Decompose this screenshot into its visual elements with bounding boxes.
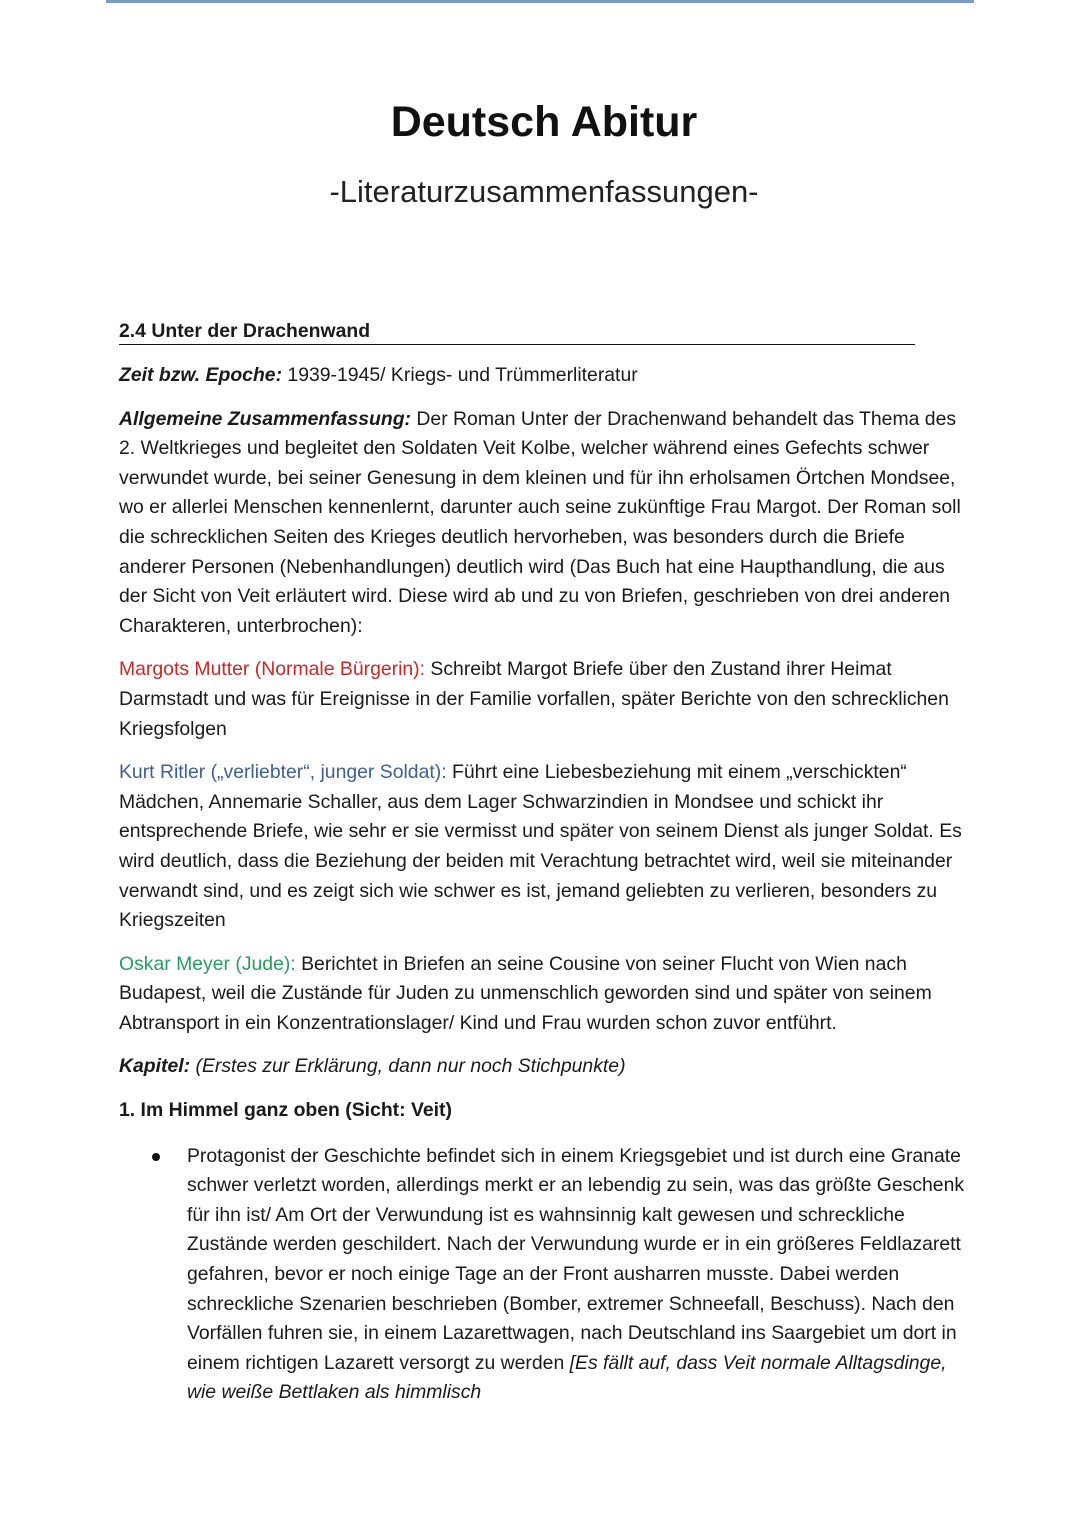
bullet-icon [152, 1153, 160, 1161]
list-item [119, 1142, 971, 1408]
bullet-italic-text: [Es fällt auf, dass Veit normale Alltagsdinge, wie weiße Bettlaken als himmlisch [187, 1351, 947, 1404]
character-label-kurt-ritler: Kurt Ritler („verliebter“, junger Soldat): [119, 761, 447, 784]
chapter-heading: 1. Im Himmel ganz oben (Sicht: Veit) [119, 1099, 452, 1122]
chapters-intro [119, 1052, 971, 1082]
character-kurt-ritler [119, 758, 971, 936]
character-oskar-meyer [119, 950, 971, 1039]
chapters-label: Kapitel: [119, 1055, 191, 1078]
page-subtitle: -Literaturzusammenfassungen- [329, 174, 759, 209]
chapters-note: (Erstes zur Erklärung, dann nur noch Stichpunkte) [190, 1055, 626, 1078]
character-label-margots-mutter: Margots Mutter (Normale Bürgerin): [119, 658, 426, 681]
page-title: Deutsch Abitur [390, 98, 698, 146]
document-body [119, 318, 971, 1408]
character-margots-mutter [119, 655, 971, 744]
summary-label: Allgemeine Zusammenfassung: [119, 407, 412, 430]
epoch-paragraph [119, 361, 971, 391]
character-text-oskar-meyer: Berichtet in Briefen an seine Cousine von seiner Flucht von Wien nach Budapest, weil die Zustände für Juden zu unmenschlich geworden sind und später von seinem Abtransport in ein Konzentrationslager/ Kind und Frau wurden schon zuvor entführt. [119, 952, 932, 1034]
summary-text: Der Roman Unter der Drachenwand behandelt das Thema des 2. Weltkrieges und begleitet den Soldaten Veit Kolbe, welcher während eines Gefechts schwer verwundet wurde, bei seiner Genesung in dem kleinen und für ihn erholsamen Örtchen Mondsee, wo er allerlei Menschen kennenlernt, darunter auch seine zukünftige Frau Margot. Der Roman soll die schrecklichen Seiten des Krieges deutlich hervorheben, was besonders durch die Briefe anderer Personen (Nebenhandlungen) deutlich wird (Das Buch hat eine Haupthandlung, die aus der Sicht von Veit erläutert wird. Diese wird ab und zu von Briefen, geschrieben von drei anderen Charakteren, unterbrochen): [119, 407, 961, 637]
character-text-margots-mutter: Schreibt Margot Briefe über den Zustand ihrer Heimat Darmstadt und was für Ereignisse in der Familie vorfallen, später Berichte von den schrecklichen Kriegsfolgen [119, 658, 949, 740]
section-heading: 2.4 Unter der Drachenwand [119, 318, 915, 345]
bullet-text: Protagonist der Geschichte befindet sich in einem Kriegsgebiet und ist durch eine Granate schwer verletzt worden, allerdings merkt er an lebendig zu sein, was das größte Geschenk für ihn ist/ Am Ort der Verwundung ist es wahnsinnig kalt gewesen und schreckliche Zustände werden geschildert. Nach der Verwundung wurde er in ein größeres Feldlazarett gefahren, bevor er noch einige Tage an der Front ausharren musste. Dabei werden schreckliche Szenarien beschrieben (Bomber, extremer Schneefall, Beschuss). Nach den Vorfällen fuhren sie, in einem Lazarettwagen, nach Deutschland ins Saargebiet um dort in einem richtigen Lazarett versorgt zu werden [187, 1144, 965, 1374]
epoch-text: 1939-1945/ Kriegs- und Trümmerliteratur [282, 364, 638, 386]
character-text-kurt-ritler: Führt eine Liebesbeziehung mit einem „verschickten“ Mädchen, Annemarie Schaller, aus dem Lager Schwarzindien in Mondsee und schickt ihr entsprechende Briefe, wie sehr er sie vermisst und später von seinem Dienst als junger Soldat. Es wird deutlich, dass die Beziehung der beiden mit Verachtung betrachtet wird, weil sie miteinander verwandt sind, und es zeigt sich wie schwer es ist, jemand geliebten zu verlieren, besonders zu Kriegszeiten [119, 761, 962, 932]
summary-paragraph [119, 405, 971, 642]
top-border-line [106, 0, 974, 3]
epoch-label: Zeit bzw. Epoche: [119, 364, 283, 386]
character-label-oskar-meyer: Oskar Meyer (Jude): [119, 952, 296, 975]
